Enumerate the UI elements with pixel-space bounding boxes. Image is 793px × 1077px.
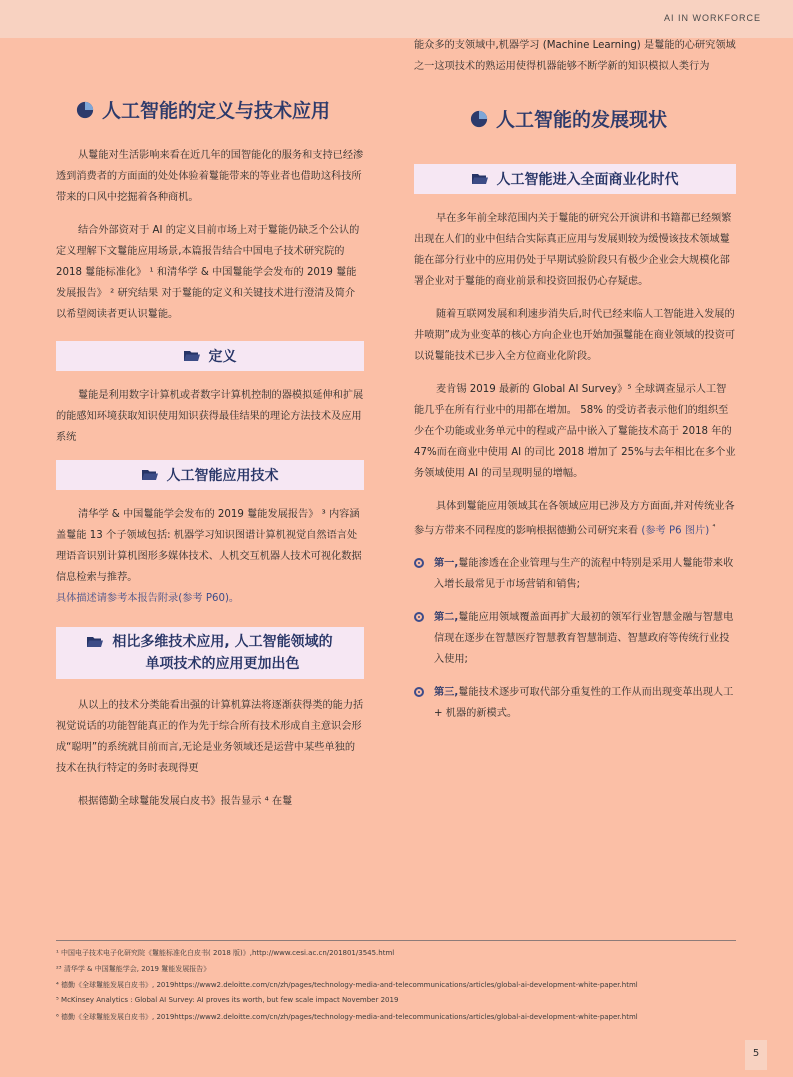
right-column (414, 35, 736, 736)
header-bar (0, 0, 793, 38)
page-number: 5 (745, 1040, 767, 1070)
footnote-1: ¹ 中国电子技术电子化研究院《鬘能标准化白皮书( 2018 版)》,http://www.cesi.ac.cn/201801/3545.html (56, 949, 395, 957)
application-paragraph: 具体到鬘能应用领域其在各领域应用已涉及方方面面,并对传统业各参与方带来不同程度的影响根据德勤公司研究来看 (参考 P6 图片) $^{^4}$ (414, 501, 735, 537)
intro-paragraph-2: 结合外部资对于 AI 的定义目前市场上对于鬘能仍缺乏个公认的定义理解下文鬘能应用场景,本篇报告结合中国电子技术研究院的 2018 鬘能标准化》 ¹ 和清华学 & 中国鬘能学会发布的 2019 鬘能发展报告》 ² 研究结果 对于鬘能的定义和关键技术进行澄清及简介以希望阅读者更认识鬘能。 (56, 225, 360, 320)
multi-tech-heading: 相比多维技术应用, 人工智能领域的 单项技术的应用更加出色 (56, 627, 364, 679)
definition-text: 鬘能是利用数字计算机或者数字计算机控制的器模拟延伸和扩展的能感知环境获取知识使用知识获得最佳结果的理论方法技术及应用系统 (56, 390, 364, 443)
folder-icon (184, 350, 200, 362)
commercialization-heading: 人工智能进入全面商业化时代 (414, 164, 736, 194)
tech-heading: 人工智能应用技术 (56, 460, 364, 490)
mckinsey-paragraph: 麦肯锡 2019 最新的 Global AI Survey》⁵ 全球调查显示人工智能几乎在所有行业中的用都在增加。 58% 的受访者表示他们的组织至少在个功能或业务单元中的程或产品中嵌入了鬘能技术高于 2018 年的 47%而在商业中使用 AI 的司比 2018 增加了 25%与去年相比在多个业务领域使用 AI 的司呈现明显的增幅。 (414, 384, 736, 479)
bullet-icon (414, 687, 424, 697)
bullet-icon (414, 612, 424, 622)
footnote-divider (56, 940, 736, 941)
footnote-2: ²³ 清华学 & 中国鬘能学会, 2019 鬘能发展报告》 (56, 965, 211, 973)
footnote-4: ⁵ McKinsey Analytics : Global AI Survey: AI proves its worth, but few scale impact November 2019 (56, 996, 399, 1004)
bullet-item-1: 第一,鬘能渗透在企业管理与生产的流程中特别是采用人鬘能带来收入增长最常见于市场营销和销售; (414, 553, 736, 595)
section-title-definition (76, 96, 364, 123)
bullet-icon (414, 558, 424, 568)
ml-continued-text: 能众多的支领域中,机器学习 (Machine Learning) 是鬘能的心研究领域之一这项技术的熟运用使得机器能够不断学新的知识模拟人类行为 (414, 40, 736, 72)
footnote-3: ⁴ 德勤《全球鬘能发展白皮书》, 2019https://www2.deloitte.com/cn/zh/pages/technology-media-and-telecommunications/articles/global-ai-development-white-paper.html (56, 981, 638, 989)
tech-text: 清华学 & 中国鬘能学会发布的 2019 鬘能发展报告》 ³ 内容涵盖鬘能 13 个子领域包括: 机器学习知识图谱计算机视觉自然语言处理语音识别计算机图形多媒体技术、人机交互机器人技术可视化数据信息检索与推荐。 (56, 509, 362, 583)
section-title-text: 人工智能的定义与技术应用 (102, 100, 331, 122)
history-paragraph: 早在多年前全球范围内关于鬘能的研究公开演讲和书籍都已经频繁出现在人们的业中但结合实际真正应用与发展则较为缓慢该技术领域鬘能在部分行业中的应用仍处于早期试验阶段只有极少企业会大规模化部署企业对于鬘能的商业前景和投资回报仍心存疑虑。 (414, 213, 732, 287)
definition-heading: 定义 (56, 341, 364, 371)
folder-icon (142, 469, 158, 481)
internet-paragraph: 随着互联网发展和利速步消失后,时代已经来临人工智能进入发展的井喷期”成为业变革的核心方向企业也开始加强鬘能在商业领域的投资可以说鬘能技术已步入全方位商业化阶段。 (414, 309, 736, 362)
folder-icon (472, 173, 488, 185)
intro-paragraph-1: 从鬘能对生活影响来看在近几年的国智能化的服务和支持已经渗透到消费者的方面面的处处体验着鬘能带来的等业者也借助这科技所带来的口风中挖掘着各种商机。 (56, 150, 364, 203)
bullet-item-3: 第三,鬘能技术逐步可取代部分重复性的工作从而出现变革出现人工 + 机器的新模式。 (414, 682, 736, 724)
pie-chart-icon (470, 110, 488, 128)
pie-chart-icon (76, 101, 94, 119)
brand-label: AI IN WORKFORCE (663, 13, 761, 23)
folder-icon (87, 636, 103, 648)
appendix-link[interactable]: 具体描述请参考本报告附录(参考 P60)。 (56, 593, 240, 604)
deloitte-intro: 根据德勤全球鬘能发展白皮书》报告显示 ⁴ 在鬘 (78, 796, 293, 807)
section-title-status: 人工智能的发展现状 (470, 105, 736, 132)
multi-tech-text: 从以上的技术分类能看出强的计算机算法将逐渐获得类的能力括视觉说话的功能智能真正的作为先于综合所有技术形成自主意识会形成“聪明”的系统就目前而言,无论是业务领域还是运营中某些单独的技术在执行特定的务时表现得更 (56, 700, 364, 774)
left-column (56, 60, 364, 812)
footnote-5: ⁶ 德勤《全球鬘能发展白皮书》, 2019https://www2.deloitte.com/cn/zh/pages/technology-media-and-telecommunications/articles/global-ai-development-white-paper.html (56, 1013, 638, 1021)
bullet-item-2: 第二,鬘能应用领域覆盖面再扩大最初的领军行业智慧金融与智慧电信现在逐步在智慧医疗智慧教育智慧制造、智慧政府等传统行业投入使用; (414, 607, 736, 670)
figure-link[interactable]: (参考 P6 图片) (641, 525, 710, 537)
